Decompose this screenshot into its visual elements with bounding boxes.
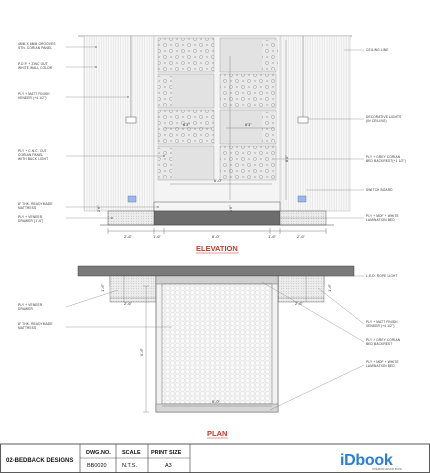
plan-dim-right-depth: 1'-6" <box>327 284 332 292</box>
title-block-scale-label: SCALE <box>122 450 141 456</box>
elevation-wall-left <box>84 36 154 211</box>
elevation-label-mattress: MATTRESS <box>18 206 37 210</box>
elevation-switch-board-right <box>298 196 306 202</box>
plan-dim-bed-width: 6'-0" <box>212 399 220 404</box>
elevation-label-drawer: DRAWER (1'-6") <box>18 219 44 223</box>
elevation-dim-b1: 2'-6" <box>124 234 132 239</box>
elevation-label-backlight: WITH BACK LIGHT <box>18 157 49 161</box>
plan-dim-left-depth: 1'-6" <box>100 284 105 292</box>
elevation-backrest-panels <box>154 36 280 211</box>
plan-label-mattress: MATTRESS <box>18 326 37 330</box>
plan-wall-bar <box>78 266 354 276</box>
plan-label-backrest: BED BACKREST <box>366 342 393 346</box>
elevation-label-in-ceiling: (IN CEILING) <box>366 119 387 123</box>
elevation-label-mattress-thk: 8" THK. READYMADE <box>18 202 53 206</box>
plan-label-lamination: LAMINATION BED <box>366 364 395 368</box>
title-block-dwg-no-label: DWG.NO. <box>86 450 111 456</box>
elevation-label-corian-back: CORIAN PANEL <box>18 153 44 157</box>
elevation-label-mdf: PLY + MDF + WHITE <box>366 214 399 218</box>
plan-dim-right-width: 2'-6" <box>295 301 303 306</box>
elevation-dim-b4: 1'-6" <box>268 234 276 239</box>
plan-label-ply-veneer: PLY + VENEER <box>18 303 43 307</box>
idbook-logo-text: iDbook <box>340 452 393 469</box>
title-block <box>1 444 430 473</box>
elevation-view <box>18 36 406 253</box>
elevation-dim-panel-1: 6'3" <box>183 122 190 127</box>
elevation-wall-right <box>280 36 350 211</box>
title-block-dwg-no: BB0020 <box>87 463 107 469</box>
idbook-logo-subtext: INTERIOR DESIGN BOOK <box>372 468 403 471</box>
title-block-print-size: A3 <box>165 463 172 469</box>
plan-dim-left-width: 2'-6" <box>124 301 132 306</box>
plan-label-ply-matt: PLY + MATT FINISH <box>366 320 398 324</box>
plan-title: PLAN <box>207 429 228 438</box>
plan-view <box>18 266 401 438</box>
title-block-scale: N.T.S. <box>122 463 137 469</box>
elevation-label-ply-veneer: PLY + VENEER <box>18 215 43 219</box>
elevation-dim-headboard: 8'0" <box>284 155 289 162</box>
title-block-print-size-label: PRINT SIZE <box>151 450 182 456</box>
elevation-dim-bed-height: 1'6" <box>228 205 233 212</box>
elevation-label-ply-matt: PLY + MATT FINISH <box>18 92 50 96</box>
elevation-title: ELEVATION <box>196 244 238 253</box>
elevation-bed-base <box>154 211 280 225</box>
plan-label-drawer: DRAWER <box>18 307 33 311</box>
elevation-dim-b2: 1'-6" <box>153 234 161 239</box>
elevation-label-switch: SWITCH BOARD <box>366 188 393 192</box>
elevation-dim-b3: 6'-0" <box>212 234 220 239</box>
elevation-label-deco-lights: DECORATIVE LIGHTS <box>366 115 402 119</box>
elevation-label-lamination: LAMINATION BED <box>366 218 395 222</box>
plan-label-led: L.E.D. ROPE LIGHT <box>366 274 398 278</box>
elevation-switch-board-left <box>128 196 136 202</box>
plan-dim-bed-length: 6'-6" <box>139 348 144 356</box>
plan-mattress <box>162 284 272 404</box>
plan-backrest <box>156 276 278 284</box>
elevation-label-corian-panel: STN. CORIAN PANEL <box>18 46 53 50</box>
plan-label-veneer: VENEER (+4 1/2") <box>366 324 395 328</box>
plan-label-grey-corian: PLY + GREY CORIAN <box>366 338 401 342</box>
elevation-label-grooves: 4MM X 6MM GROOVES <box>18 42 56 46</box>
elevation-label-ceiling: CEILING LINE <box>366 48 389 52</box>
elevation-dim-b5: 2'-6" <box>297 234 305 239</box>
elevation-label-veneer: VENEER (+4 1/2") <box>18 96 47 100</box>
elevation-label-cnc: PLY + C.N.C. CUT <box>18 149 47 153</box>
plan-label-mdf: PLY + MDF + WHITE <box>366 360 399 364</box>
title-block-drawing-name: 02-BEDBACK DESIGNS <box>6 458 74 464</box>
elevation-label-pop: P.O.P. + ZINC OUT <box>18 62 48 66</box>
elevation-dim-bed-width: 6'-0" <box>214 178 222 183</box>
elevation-dim-panel-2: 6'3" <box>245 122 252 127</box>
elevation-dim-switch: 2'6" <box>96 205 101 212</box>
plan-label-mattress-thk: 8" THK. READYMADE <box>18 322 53 326</box>
elevation-drawer-left <box>108 211 154 225</box>
elevation-mattress <box>154 202 280 211</box>
elevation-label-backrest: BED BACKREST(+1 1/2") <box>366 159 406 163</box>
plan-bed-footboard <box>156 404 278 412</box>
elevation-label-wall-color: WHITE WALL COLOR <box>18 66 53 70</box>
elevation-label-grey-corian: PLY + GREY CORIAN <box>366 155 401 159</box>
